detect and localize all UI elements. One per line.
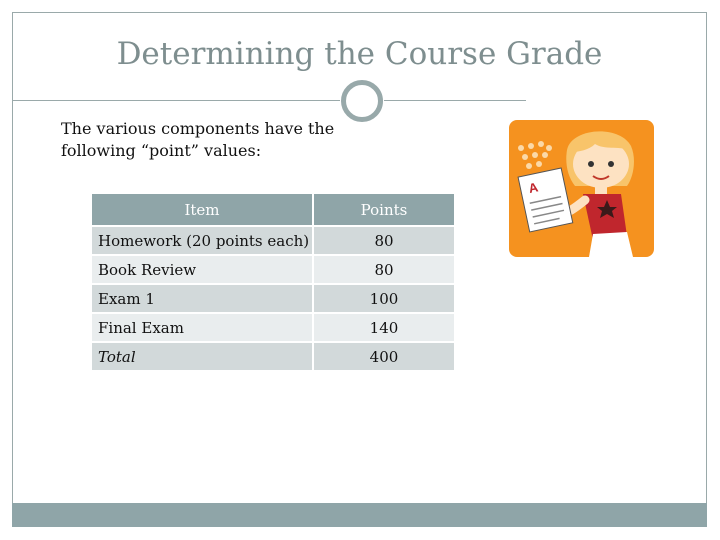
divider-circle-icon	[341, 80, 383, 122]
intro-line-2: following “point” values:	[61, 141, 262, 160]
row-item: Homework (20 points each)	[92, 227, 312, 254]
title-divider-left	[13, 100, 340, 101]
table-row	[92, 256, 454, 283]
intro-line-1: The various components have the	[61, 119, 335, 138]
slide-title: Determining the Course Grade	[116, 36, 603, 72]
header-item: Item	[92, 194, 312, 225]
student-with-graded-paper-icon	[509, 120, 654, 257]
row-item: Book Review	[92, 256, 312, 283]
table-header-row	[92, 194, 454, 225]
row-points: 140	[314, 314, 454, 341]
table-row	[92, 285, 454, 312]
row-points: 80	[314, 227, 454, 254]
table-row	[92, 343, 454, 370]
header-points: Points	[314, 194, 454, 225]
row-points: 80	[314, 256, 454, 283]
footer-bar	[12, 503, 707, 527]
intro-text	[61, 118, 361, 162]
row-points-total: 400	[314, 343, 454, 370]
row-points: 100	[314, 285, 454, 312]
table-row	[92, 227, 454, 254]
table-row	[92, 314, 454, 341]
row-item: Exam 1	[92, 285, 312, 312]
row-item-total: Total	[92, 343, 312, 370]
svg-text:A: A	[527, 179, 540, 197]
row-item: Final Exam	[92, 314, 312, 341]
title-divider-right	[384, 100, 526, 101]
points-table	[90, 192, 456, 372]
